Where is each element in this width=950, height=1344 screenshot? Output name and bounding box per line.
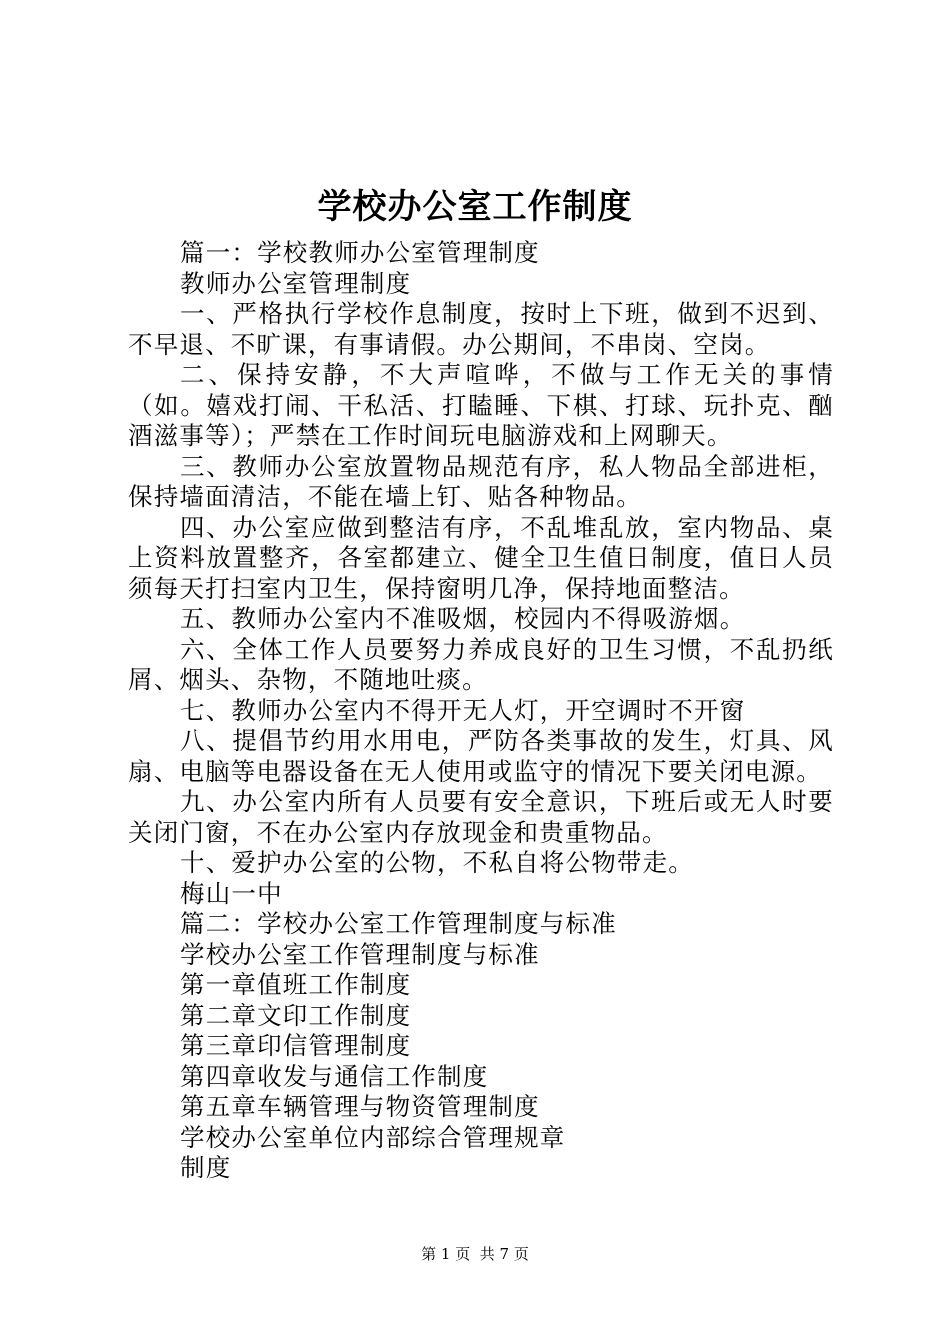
- paragraph-rule-2: 二、保持安静，不大声喧哗，不做与工作无关的事情（如。嬉戏打闹、干私活、打瞌睡、下棋、打球、玩扑克、酗酒滋事等）；严禁在工作时间玩电脑游戏和上网聊天。: [128, 360, 834, 450]
- footer-separator: [470, 1245, 480, 1263]
- paragraph-rule-5: 五、教师办公室内不准吸烟，校园内不得吸游烟。: [180, 604, 746, 633]
- paragraph-chapter-4: 第四章收发与通信工作制度: [180, 1061, 489, 1091]
- paragraph-part-two-heading: 篇二：学校办公室工作管理制度与标准: [180, 909, 617, 938]
- paragraph-rule-8: 八、提倡节约用水用电，严防各类事故的发生，灯具、风扇、电脑等电器设备在无人使用或监守的情况下要关闭电源。: [128, 726, 834, 786]
- paragraph-part-one-heading: 篇一：学校教师办公室管理制度: [180, 238, 540, 267]
- paragraph-rule-10: 十、爱护办公室的公物，不私自将公物带走。: [180, 848, 694, 877]
- paragraph-rule-9: 九、办公室内所有人员要有安全意识，下班后或无人时要关闭门窗，不在办公室内存放现金和贵重物品。: [128, 787, 834, 847]
- paragraph-management-standards-heading: 学校办公室工作管理制度与标准: [180, 939, 540, 969]
- document-title: 学校办公室工作制度: [317, 187, 633, 227]
- paragraph-rule-3: 三、教师办公室放置物品规范有序，私人物品全部进柜，保持墙面清洁，不能在墙上钉、贴各种物品。: [128, 451, 834, 511]
- paragraph-school-signature: 梅山一中: [180, 878, 283, 908]
- paragraph-rule-4: 四、办公室应做到整洁有序，不乱堆乱放，室内物品、桌上资料放置整齐，各室都建立、健全卫生值日制度，值日人员须每天打扫室内卫生，保持窗明几净，保持地面整洁。: [128, 512, 834, 603]
- paragraph-rule-6: 六、全体工作人员要努力养成良好的卫生习惯，不乱扔纸屑、烟头、杂物，不随地吐痰。: [128, 634, 834, 694]
- paragraph-chapter-2: 第二章文印工作制度: [180, 1000, 412, 1030]
- paragraph-internal-rules-heading-continued: 制度: [180, 1153, 232, 1182]
- paragraph-chapter-5: 第五章车辆管理与物资管理制度: [180, 1092, 540, 1121]
- paragraph-chapter-1: 第一章值班工作制度: [180, 970, 412, 999]
- document-body: [128, 238, 834, 1184]
- paragraph-internal-rules-heading: 学校办公室单位内部综合管理规章: [180, 1122, 566, 1152]
- page-number: 第 1 页: [421, 1245, 471, 1263]
- paragraph-rule-7: 七、教师办公室内不得开无人灯，开空调时不开窗: [180, 695, 746, 725]
- page-footer: [0, 1243, 950, 1265]
- total-pages: 共 7 页: [479, 1245, 529, 1263]
- paragraph-teacher-office-rules-heading: 教师办公室管理制度: [180, 268, 412, 298]
- paragraph-rule-1: 一、严格执行学校作息制度，按时上下班，做到不迟到、不早退、不旷课，有事请假。办公期间，不串岗、空岗。: [128, 299, 834, 359]
- paragraph-chapter-3: 第三章印信管理制度: [180, 1031, 412, 1060]
